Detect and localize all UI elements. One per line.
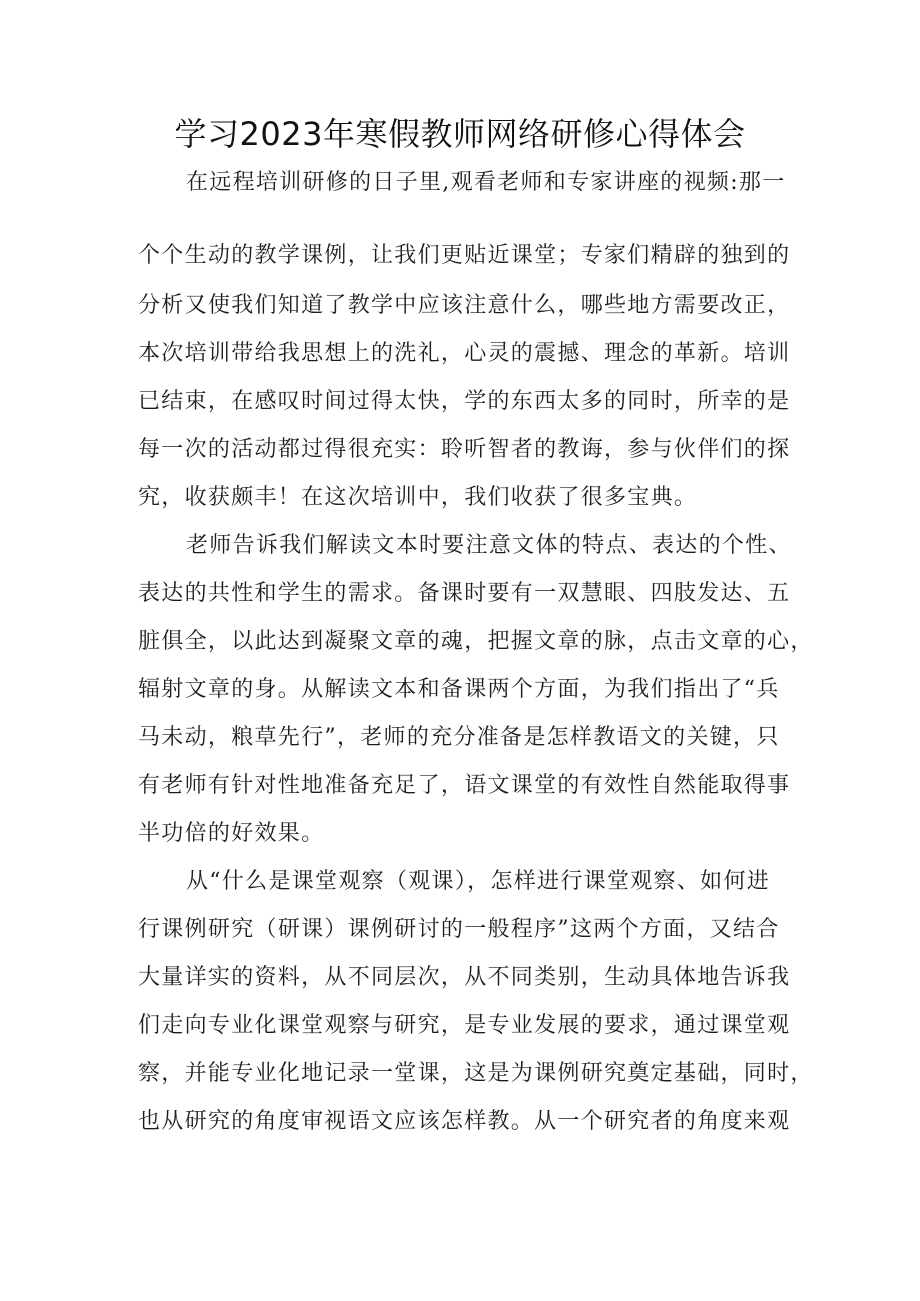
- paragraph-3-line-4: 们走向专业化课堂观察与研究，是专业发展的要求，通过课堂观: [138, 1013, 791, 1038]
- paragraph-2-line-3: 脏俱全，以此达到凝聚文章的魂，把握文章的脉，点击文章的心，: [138, 629, 814, 654]
- paragraph-1-line-3: 分析又使我们知道了教学中应该注意什么，哪些地方需要改正，: [138, 293, 791, 318]
- paragraph-3-line-5: 察，并能专业化地记录一堂课，这是为课例研究奠定基础，同时，: [138, 1061, 814, 1086]
- paragraph-1-line-6: 每一次的活动都过得很充实：聆听智者的教诲，参与伙伴们的探: [138, 437, 791, 462]
- paragraph-1-line-7: 究，收获颇丰！在这次培训中，我们收获了很多宝典。: [138, 485, 698, 510]
- paragraph-2-line-6: 有老师有针对性地准备充足了，语文课堂的有效性自然能取得事: [138, 773, 791, 798]
- paragraph-2-line-2: 表达的共性和学生的需求。备课时要有一双慧眼、四肢发达、五: [138, 581, 791, 606]
- paragraph-3-line-1: 从“什么是课堂观察（观课），怎样进行课堂观察、如何进: [186, 869, 771, 894]
- paragraph-3-line-3: 大量详实的资料，从不同层次，从不同类别，生动具体地告诉我: [138, 965, 791, 990]
- paragraph-2-line-5: 马未动，粮草先行”，老师的充分准备是怎样教语文的关键，只: [138, 725, 780, 750]
- paragraph-2-line-1: 老师告诉我们解读文本时要注意文体的特点、表达的个性、: [186, 533, 792, 558]
- paragraph-2-line-7: 半功倍的好效果。: [138, 821, 325, 846]
- paragraph-2-line-4: 辐射文章的身。从解读文本和备课两个方面，为我们指出了“兵: [138, 677, 780, 702]
- paragraph-1-line-2: 个个生动的教学课例，让我们更贴近课堂；专家们精辟的独到的: [138, 243, 791, 268]
- paragraph-1-line-4: 本次培训带给我思想上的洗礼，心灵的震撼、理念的革新。培训: [138, 341, 791, 366]
- paragraph-1-line-1: 在远程培训研修的日子里,观看老师和专家讲座的视频:那一: [186, 170, 786, 195]
- paragraph-1-line-5: 已结束，在感叹时间过得太快，学的东西太多的同时，所幸的是: [138, 389, 791, 414]
- document-title: 学习2023年寒假教师网络研修心得体会: [174, 115, 746, 153]
- paragraph-3-line-6: 也从研究的角度审视语文应该怎样教。从一个研究者的角度来观: [138, 1109, 791, 1134]
- paragraph-3-line-2: 行课例研究（研课）课例研讨的一般程序”这两个方面，又结合: [138, 917, 780, 942]
